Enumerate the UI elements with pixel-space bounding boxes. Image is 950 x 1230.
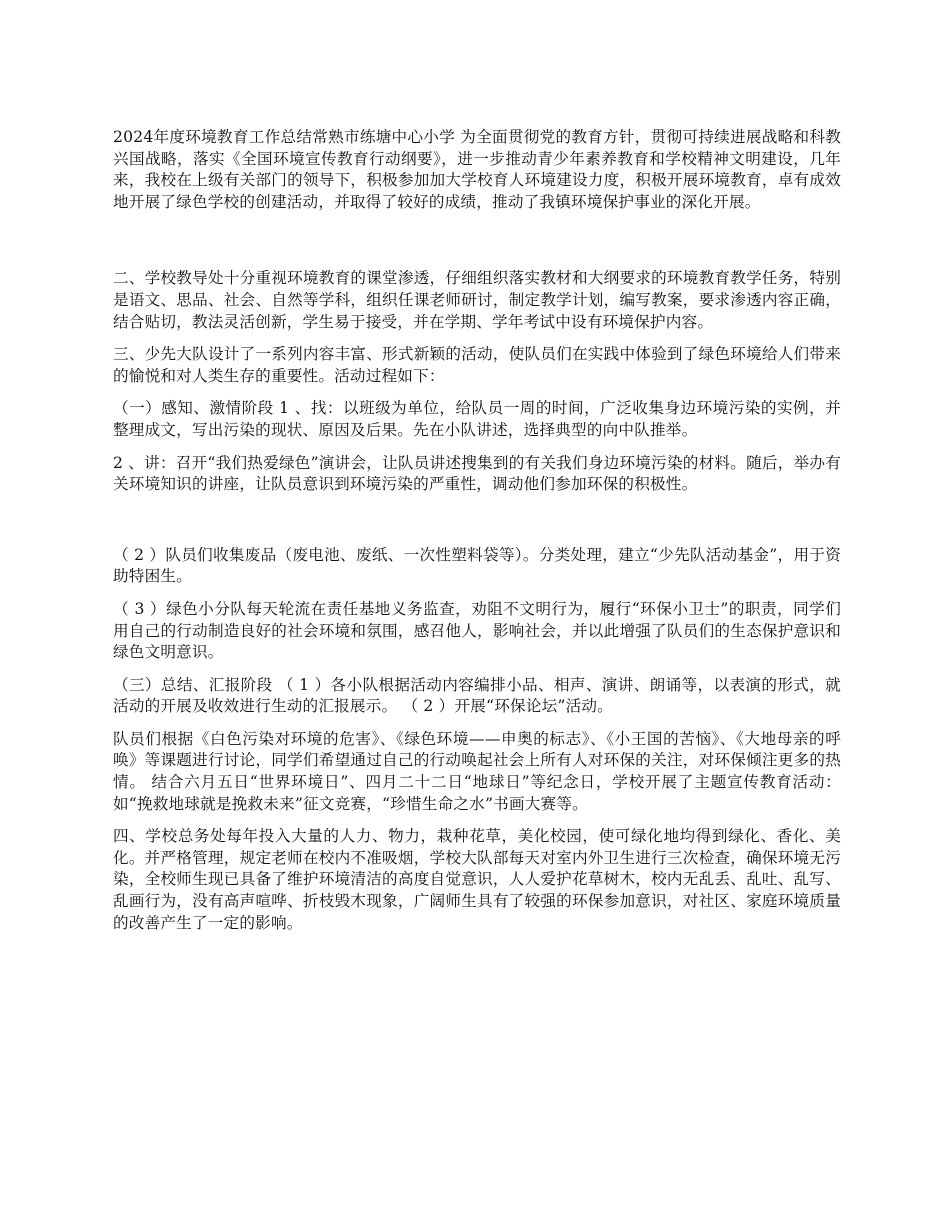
document-page	[113, 127, 841, 945]
paragraph-discussion: 队员们根据《白色污染对环境的危害》、《绿色环境——申奥的标志》、《小王国的苦恼》、《大地母亲的呼唤》等课题进行讨论，同学们希望通过自己的行动唤起社会上所有人对环保的关注，对环保倾注更多的热情。 结合六月五日“世界环境日”、四月二十二日“地球日”等纪念日，学校开展了主题宣传教育活动：如“挽救地球就是挽救未来”征文竞赛，“珍惜生命之水”书画大赛等。	[113, 729, 841, 813]
paragraph-item-collect: （ 2 ）队员们收集废品（废电池、废纸、一次性塑料袋等）。分类处理，建立“少先队活动基金”，用于资助特困生。	[113, 545, 841, 586]
paragraph-section-3: 三、少先大队设计了一系列内容丰富、形式新颖的活动，使队员们在实践中体验到了绿色环境给人们带来的愉悦和对人类生存的重要性。活动过程如下：	[113, 345, 841, 385]
paragraph-stage-1-item-2: 2 、讲：召开“我们热爱绿色”演讲会，让队员讲述搜集到的有关我们身边环境污染的材料。随后，举办有关环境知识的讲座，让队员意识到环境污染的严重性，调动他们参加环保的积极性。	[113, 453, 841, 494]
paragraph-item-patrol: （ 3 ）绿色小分队每天轮流在责任基地义务监查，劝阻不文明行为，履行“环保小卫士”的职责，同学们用自己的行动制造良好的社会环境和氛围，感召他人，影响社会，并以此增强了队员们的生态保护意识和绿色文明意识。	[113, 599, 841, 662]
paragraph-intro: 2024年度环境教育工作总结常熟市练塘中心小学 为全面贯彻党的教育方针，贯彻可持续进展战略和科教兴国战略，落实《全国环境宣传教育行动纲要》，进一步推动青少年素养教育和学校精神文明建设，几年来，我校在上级有关部门的领导下，积极参加加大学校育人环境建设力度，积极开展环境教育，卓有成效地开展了绿色学校的创建活动，并取得了较好的成绩，推动了我镇环境保护事业的深化开展。	[113, 128, 841, 211]
paragraph-stage-3: （三）总结、汇报阶段 （ 1 ）各小队根据活动内容编排小品、相声、演讲、朗诵等，以表演的形式，就活动的开展及收效进行生动的汇报展示。 （ 2 ）开展“环保论坛”活动。	[113, 675, 841, 716]
paragraph-section-4: 四、学校总务处每年投入大量的人力、物力，栽种花草，美化校园，使可绿化地均得到绿化、香化、美化。并严格管理，规定老师在校内不准吸烟，学校大队部每天对室内外卫生进行三次检查，确保环境无污染，全校师生现已具备了维护环境清洁的高度自觉意识，人人爱护花草树木，校内无乱丢、乱吐、乱写、乱画行为，没有高声喧哗、折枝毁木现象，广阔师生具有了较强的环保参加意识，对社区、家庭环境质量的改善产生了一定的影响。	[113, 827, 841, 932]
paragraph-stage-1: （一）感知、激情阶段 1 、找：以班级为单位，给队员一周的时间，广泛收集身边环境污染的实例，并整理成文，写出污染的现状、原因及后果。先在小队讲述，选择典型的向中队推举。	[113, 399, 841, 439]
paragraph-section-2: 二、学校教导处十分重视环境教育的课堂渗透，仔细组织落实教材和大纲要求的环境教育教学任务，特别是语文、思品、社会、自然等学科，组织任课老师研讨，制定教学计划，编写教案，要求渗透内容正确，结合贴切，教法灵活创新，学生易于接受，并在学期、学年考试中设有环境保护内容。	[113, 269, 841, 331]
